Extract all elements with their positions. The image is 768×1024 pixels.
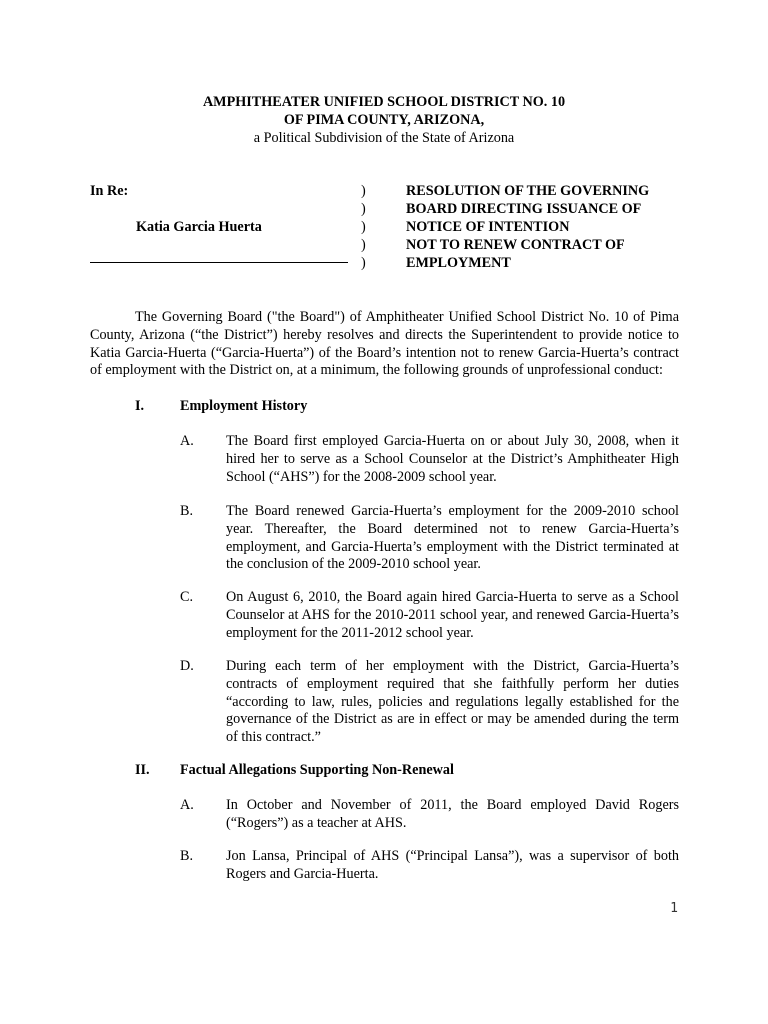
- intro-text: The Governing Board ("the Board") of Amphitheater Unified School District No. 10 of Pima County, Arizona (“the District”) hereby resolves and directs the Superintendent to provide notice to Katia Garcia-Huerta (“Garcia-Huerta”) of the Board’s intention not to renew Garcia-Huerta’s contract of employment with the District on, at a minimum, the following grounds of unprofessional conduct:: [90, 309, 679, 379]
- item-letter: B.: [180, 503, 194, 519]
- item-letter: A.: [180, 433, 194, 449]
- item-text: The Board first employed Garcia-Huerta on or about July 30, 2008, when it hired her to serve as a School Counselor at the District’s Amphitheater High School (“AHS”) for the 2008-2009 school year.: [226, 433, 679, 485]
- resolution-title: [406, 183, 686, 273]
- resolution-title-line: RESOLUTION OF THE GOVERNING: [406, 183, 650, 199]
- item-text: The Board renewed Garcia-Huerta’s employment for the 2009-2010 school year. Thereafter, the Board determined not to renew Garcia-Huerta’s employment, and Garcia-Huerta’s employment with the District terminated at the conclusion of the 2009-2010 school year.: [226, 503, 679, 573]
- subdivision-line: a Political Subdivision of the State of Arizona: [253, 129, 515, 146]
- item-letter: A.: [180, 797, 194, 813]
- county-name: OF PIMA COUNTY, ARIZONA,: [283, 111, 485, 128]
- list-item: [180, 589, 679, 642]
- list-item: [180, 658, 679, 747]
- item-text: On August 6, 2010, the Board again hired Garcia-Huerta to serve as a School Counselor at AHS for the 2010-2011 school year, and renewed Garcia-Huerta’s employment for the 2011-2012 school year.: [226, 589, 679, 641]
- district-name: AMPHITHEATER UNIFIED SCHOOL DISTRICT NO. 10: [202, 94, 566, 110]
- resolution-title-line: EMPLOYMENT: [406, 255, 511, 271]
- document-header: [0, 94, 768, 147]
- page-number: 1: [670, 901, 678, 916]
- section-number: I.: [135, 398, 145, 414]
- list-item: [180, 848, 679, 884]
- item-text: During each term of her employment with the District, Garcia-Huerta’s contracts of employment required that she faithfully perform her duties “according to law, rules, policies and regulations legally established for the governance of the District as are in effect or may be amended during the term of this contract.”: [226, 658, 679, 746]
- list-item: [180, 433, 679, 486]
- respondent-name: Katia Garcia Huerta: [136, 219, 262, 235]
- paren: ): [361, 183, 366, 199]
- paren: ): [361, 237, 366, 253]
- caption-underline: [90, 262, 348, 263]
- intro-paragraph: [90, 309, 679, 380]
- resolution-title-line: BOARD DIRECTING ISSUANCE OF: [406, 201, 642, 217]
- resolution-title-line: NOT TO RENEW CONTRACT OF: [406, 237, 625, 253]
- paren: ): [361, 255, 366, 271]
- item-text: Jon Lansa, Principal of AHS (“Principal Lansa”), was a supervisor of both Rogers and Garcia-Huerta.: [226, 848, 679, 882]
- caption-parens: [361, 183, 366, 273]
- paren: ): [361, 219, 366, 235]
- item-letter: B.: [180, 848, 194, 864]
- item-letter: D.: [180, 658, 194, 674]
- item-text: In October and November of 2011, the Board employed David Rogers (“Rogers”) as a teacher at AHS.: [226, 797, 679, 831]
- list-item: [180, 797, 679, 833]
- section-title: Employment History: [180, 398, 308, 414]
- case-caption: [90, 183, 690, 273]
- resolution-title-line: NOTICE OF INTENTION: [406, 219, 570, 235]
- paren: ): [361, 201, 366, 217]
- section-number: II.: [135, 762, 150, 778]
- list-item: [180, 503, 679, 574]
- section-title: Factual Allegations Supporting Non-Renewal: [180, 762, 454, 778]
- item-letter: C.: [180, 589, 194, 605]
- in-re-label: In Re:: [90, 183, 129, 199]
